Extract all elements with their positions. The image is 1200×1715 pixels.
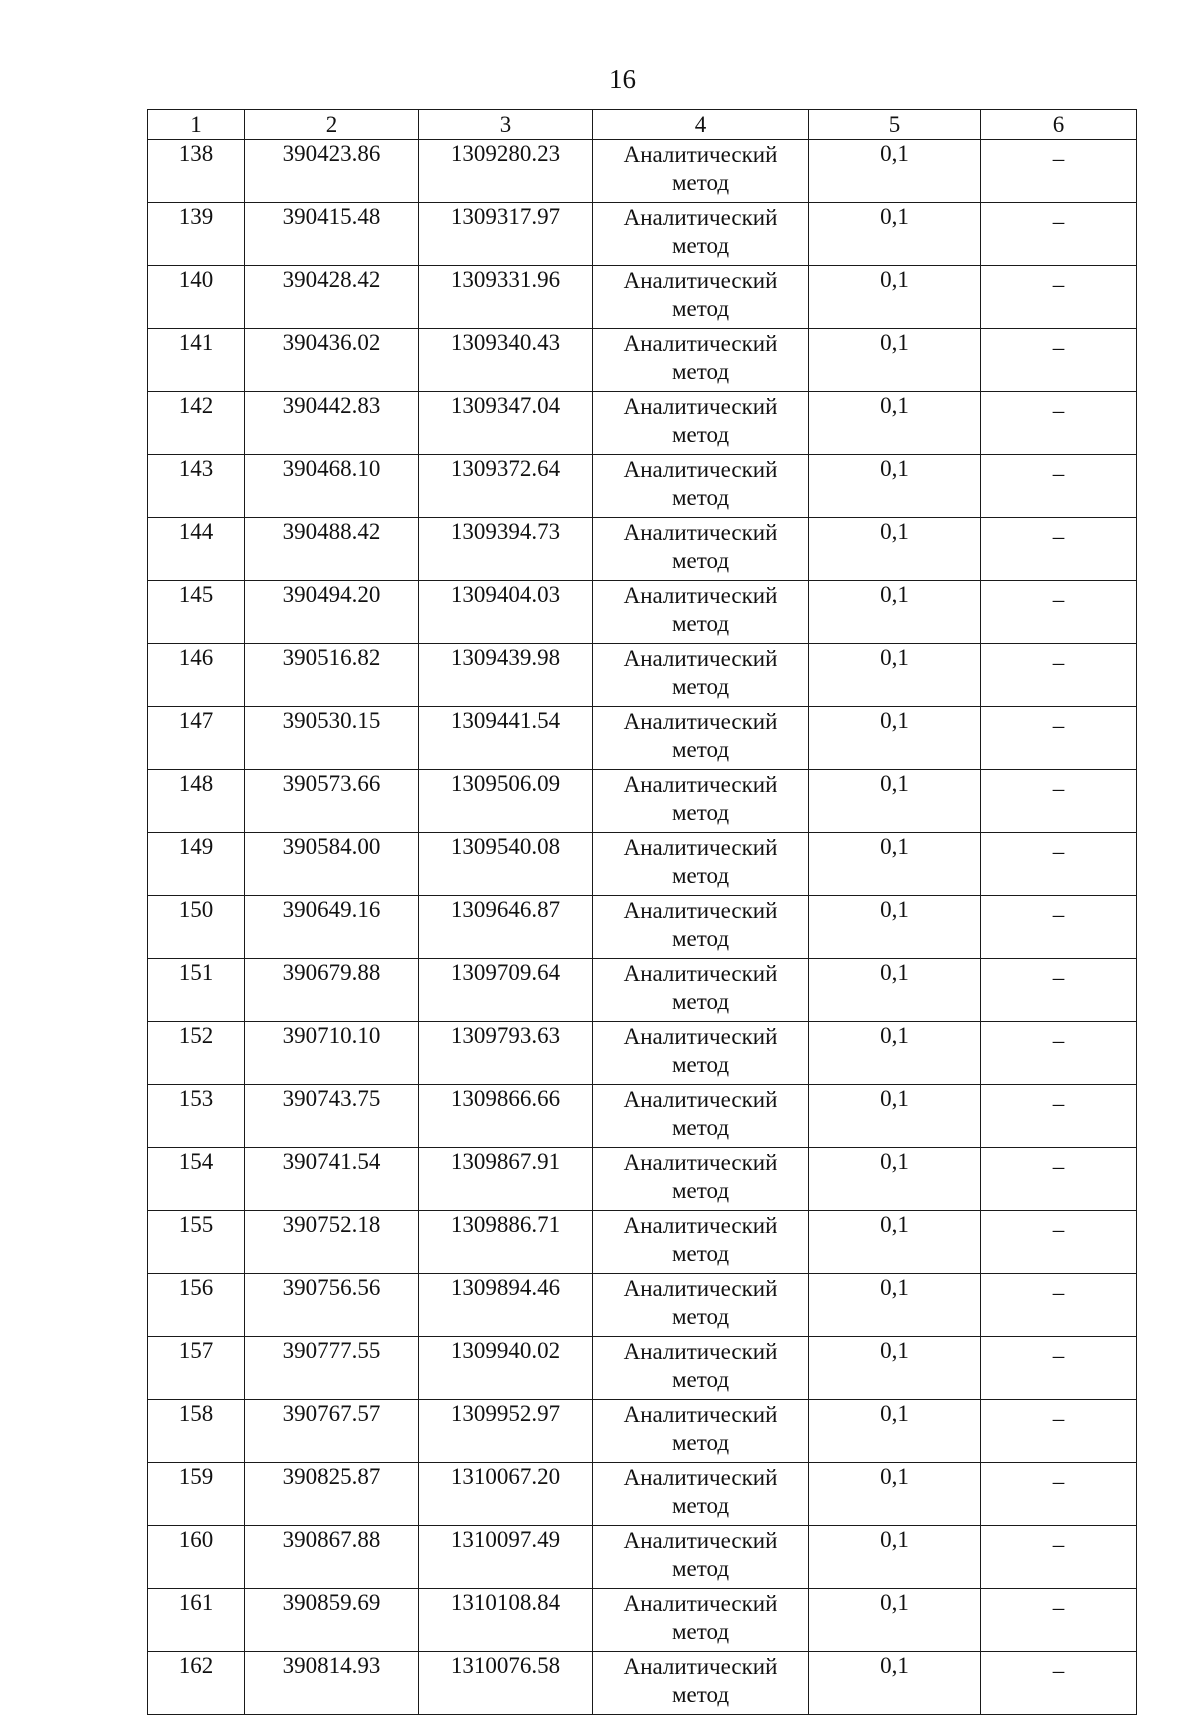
method-cell: Аналитический метод (593, 1148, 809, 1211)
y-coordinate-cell: 1309441.54 (419, 707, 593, 770)
accuracy-cell: 0,1 (809, 707, 981, 770)
table-row (148, 1211, 1137, 1274)
point-number-cell: 153 (148, 1085, 245, 1148)
x-coordinate-cell: 390814.93 (245, 1652, 419, 1715)
table-row (148, 1022, 1137, 1085)
y-coordinate-cell: 1309866.66 (419, 1085, 593, 1148)
table-row (148, 707, 1137, 770)
column-header-1: 1 (148, 110, 245, 140)
point-number-cell: 156 (148, 1274, 245, 1337)
y-coordinate-cell: 1310097.49 (419, 1526, 593, 1589)
method-cell: Аналитический метод (593, 518, 809, 581)
accuracy-cell: 0,1 (809, 1211, 981, 1274)
method-cell: Аналитический метод (593, 1085, 809, 1148)
x-coordinate-cell: 390428.42 (245, 266, 419, 329)
point-number-cell: 162 (148, 1652, 245, 1715)
method-cell: Аналитический метод (593, 896, 809, 959)
y-coordinate-cell: 1310067.20 (419, 1463, 593, 1526)
method-cell: Аналитический метод (593, 1652, 809, 1715)
accuracy-cell: 0,1 (809, 1589, 981, 1652)
x-coordinate-cell: 390530.15 (245, 707, 419, 770)
y-coordinate-cell: 1309372.64 (419, 455, 593, 518)
table-body (148, 140, 1137, 1715)
note-cell: – (981, 266, 1137, 329)
table-row (148, 1589, 1137, 1652)
table-row (148, 1400, 1137, 1463)
point-number-cell: 141 (148, 329, 245, 392)
point-number-cell: 144 (148, 518, 245, 581)
y-coordinate-cell: 1309404.03 (419, 581, 593, 644)
y-coordinate-cell: 1309952.97 (419, 1400, 593, 1463)
y-coordinate-cell: 1309439.98 (419, 644, 593, 707)
table-row (148, 329, 1137, 392)
point-number-cell: 140 (148, 266, 245, 329)
point-number-cell: 151 (148, 959, 245, 1022)
point-number-cell: 138 (148, 140, 245, 203)
point-number-cell: 155 (148, 1211, 245, 1274)
table-row (148, 1526, 1137, 1589)
note-cell: – (981, 1526, 1137, 1589)
x-coordinate-cell: 390743.75 (245, 1085, 419, 1148)
method-cell: Аналитический метод (593, 707, 809, 770)
method-cell: Аналитический метод (593, 392, 809, 455)
table-row (148, 959, 1137, 1022)
point-number-cell: 149 (148, 833, 245, 896)
note-cell: – (981, 707, 1137, 770)
note-cell: – (981, 1274, 1137, 1337)
accuracy-cell: 0,1 (809, 833, 981, 896)
y-coordinate-cell: 1310076.58 (419, 1652, 593, 1715)
y-coordinate-cell: 1309340.43 (419, 329, 593, 392)
table-row (148, 1652, 1137, 1715)
note-cell: – (981, 140, 1137, 203)
method-cell: Аналитический метод (593, 1463, 809, 1526)
column-header-3: 3 (419, 110, 593, 140)
point-number-cell: 159 (148, 1463, 245, 1526)
accuracy-cell: 0,1 (809, 959, 981, 1022)
method-cell: Аналитический метод (593, 203, 809, 266)
accuracy-cell: 0,1 (809, 1148, 981, 1211)
accuracy-cell: 0,1 (809, 1526, 981, 1589)
method-cell: Аналитический метод (593, 1337, 809, 1400)
point-number-cell: 148 (148, 770, 245, 833)
method-cell: Аналитический метод (593, 1400, 809, 1463)
note-cell: – (981, 1337, 1137, 1400)
x-coordinate-cell: 390867.88 (245, 1526, 419, 1589)
note-cell: – (981, 1652, 1137, 1715)
note-cell: – (981, 1400, 1137, 1463)
column-header-4: 4 (593, 110, 809, 140)
method-cell: Аналитический метод (593, 1274, 809, 1337)
table-row (148, 392, 1137, 455)
table-row (148, 644, 1137, 707)
point-number-cell: 142 (148, 392, 245, 455)
note-cell: – (981, 896, 1137, 959)
accuracy-cell: 0,1 (809, 392, 981, 455)
x-coordinate-cell: 390741.54 (245, 1148, 419, 1211)
x-coordinate-cell: 390494.20 (245, 581, 419, 644)
x-coordinate-cell: 390468.10 (245, 455, 419, 518)
method-cell: Аналитический метод (593, 1589, 809, 1652)
note-cell: – (981, 1211, 1137, 1274)
accuracy-cell: 0,1 (809, 644, 981, 707)
table-header-row (148, 110, 1137, 140)
accuracy-cell: 0,1 (809, 1274, 981, 1337)
point-number-cell: 160 (148, 1526, 245, 1589)
note-cell: – (981, 644, 1137, 707)
x-coordinate-cell: 390488.42 (245, 518, 419, 581)
x-coordinate-cell: 390423.86 (245, 140, 419, 203)
page-number: 16 (609, 64, 636, 94)
x-coordinate-cell: 390825.87 (245, 1463, 419, 1526)
column-header-6: 6 (981, 110, 1137, 140)
note-cell: – (981, 581, 1137, 644)
note-cell: – (981, 203, 1137, 266)
table-row (148, 770, 1137, 833)
y-coordinate-cell: 1309886.71 (419, 1211, 593, 1274)
point-number-cell: 157 (148, 1337, 245, 1400)
note-cell: – (981, 455, 1137, 518)
note-cell: – (981, 833, 1137, 896)
note-cell: – (981, 518, 1137, 581)
note-cell: – (981, 1589, 1137, 1652)
note-cell: – (981, 1085, 1137, 1148)
point-number-cell: 147 (148, 707, 245, 770)
accuracy-cell: 0,1 (809, 1022, 981, 1085)
x-coordinate-cell: 390767.57 (245, 1400, 419, 1463)
accuracy-cell: 0,1 (809, 203, 981, 266)
accuracy-cell: 0,1 (809, 518, 981, 581)
x-coordinate-cell: 390859.69 (245, 1589, 419, 1652)
y-coordinate-cell: 1309867.91 (419, 1148, 593, 1211)
x-coordinate-cell: 390752.18 (245, 1211, 419, 1274)
note-cell: – (981, 392, 1137, 455)
y-coordinate-cell: 1309709.64 (419, 959, 593, 1022)
y-coordinate-cell: 1309331.96 (419, 266, 593, 329)
table-row (148, 1274, 1137, 1337)
x-coordinate-cell: 390777.55 (245, 1337, 419, 1400)
y-coordinate-cell: 1310108.84 (419, 1589, 593, 1652)
note-cell: – (981, 1022, 1137, 1085)
table-row (148, 1085, 1137, 1148)
coordinates-table (147, 109, 1137, 1715)
x-coordinate-cell: 390710.10 (245, 1022, 419, 1085)
accuracy-cell: 0,1 (809, 266, 981, 329)
accuracy-cell: 0,1 (809, 581, 981, 644)
point-number-cell: 152 (148, 1022, 245, 1085)
y-coordinate-cell: 1309506.09 (419, 770, 593, 833)
column-header-2: 2 (245, 110, 419, 140)
accuracy-cell: 0,1 (809, 329, 981, 392)
accuracy-cell: 0,1 (809, 1400, 981, 1463)
x-coordinate-cell: 390573.66 (245, 770, 419, 833)
table-row (148, 1337, 1137, 1400)
table-row (148, 833, 1137, 896)
x-coordinate-cell: 390415.48 (245, 203, 419, 266)
table-row (148, 266, 1137, 329)
accuracy-cell: 0,1 (809, 770, 981, 833)
method-cell: Аналитический метод (593, 581, 809, 644)
y-coordinate-cell: 1309894.46 (419, 1274, 593, 1337)
point-number-cell: 146 (148, 644, 245, 707)
note-cell: – (981, 770, 1137, 833)
x-coordinate-cell: 390649.16 (245, 896, 419, 959)
accuracy-cell: 0,1 (809, 140, 981, 203)
table-row (148, 203, 1137, 266)
accuracy-cell: 0,1 (809, 1337, 981, 1400)
table-row (148, 140, 1137, 203)
table-row (148, 518, 1137, 581)
note-cell: – (981, 1148, 1137, 1211)
x-coordinate-cell: 390516.82 (245, 644, 419, 707)
table-row (148, 1148, 1137, 1211)
method-cell: Аналитический метод (593, 833, 809, 896)
table-row (148, 455, 1137, 518)
method-cell: Аналитический метод (593, 1211, 809, 1274)
y-coordinate-cell: 1309940.02 (419, 1337, 593, 1400)
accuracy-cell: 0,1 (809, 455, 981, 518)
accuracy-cell: 0,1 (809, 1085, 981, 1148)
y-coordinate-cell: 1309347.04 (419, 392, 593, 455)
y-coordinate-cell: 1309540.08 (419, 833, 593, 896)
column-header-5: 5 (809, 110, 981, 140)
note-cell: – (981, 329, 1137, 392)
point-number-cell: 150 (148, 896, 245, 959)
method-cell: Аналитический метод (593, 266, 809, 329)
accuracy-cell: 0,1 (809, 1463, 981, 1526)
point-number-cell: 143 (148, 455, 245, 518)
method-cell: Аналитический метод (593, 455, 809, 518)
point-number-cell: 161 (148, 1589, 245, 1652)
y-coordinate-cell: 1309793.63 (419, 1022, 593, 1085)
point-number-cell: 154 (148, 1148, 245, 1211)
point-number-cell: 139 (148, 203, 245, 266)
note-cell: – (981, 1463, 1137, 1526)
point-number-cell: 158 (148, 1400, 245, 1463)
point-number-cell: 145 (148, 581, 245, 644)
y-coordinate-cell: 1309280.23 (419, 140, 593, 203)
method-cell: Аналитический метод (593, 329, 809, 392)
y-coordinate-cell: 1309317.97 (419, 203, 593, 266)
accuracy-cell: 0,1 (809, 1652, 981, 1715)
method-cell: Аналитический метод (593, 644, 809, 707)
method-cell: Аналитический метод (593, 140, 809, 203)
method-cell: Аналитический метод (593, 770, 809, 833)
x-coordinate-cell: 390679.88 (245, 959, 419, 1022)
x-coordinate-cell: 390584.00 (245, 833, 419, 896)
table-row (148, 896, 1137, 959)
method-cell: Аналитический метод (593, 1022, 809, 1085)
note-cell: – (981, 959, 1137, 1022)
table-row (148, 581, 1137, 644)
x-coordinate-cell: 390442.83 (245, 392, 419, 455)
y-coordinate-cell: 1309646.87 (419, 896, 593, 959)
table-row (148, 1463, 1137, 1526)
method-cell: Аналитический метод (593, 1526, 809, 1589)
x-coordinate-cell: 390436.02 (245, 329, 419, 392)
method-cell: Аналитический метод (593, 959, 809, 1022)
x-coordinate-cell: 390756.56 (245, 1274, 419, 1337)
y-coordinate-cell: 1309394.73 (419, 518, 593, 581)
accuracy-cell: 0,1 (809, 896, 981, 959)
